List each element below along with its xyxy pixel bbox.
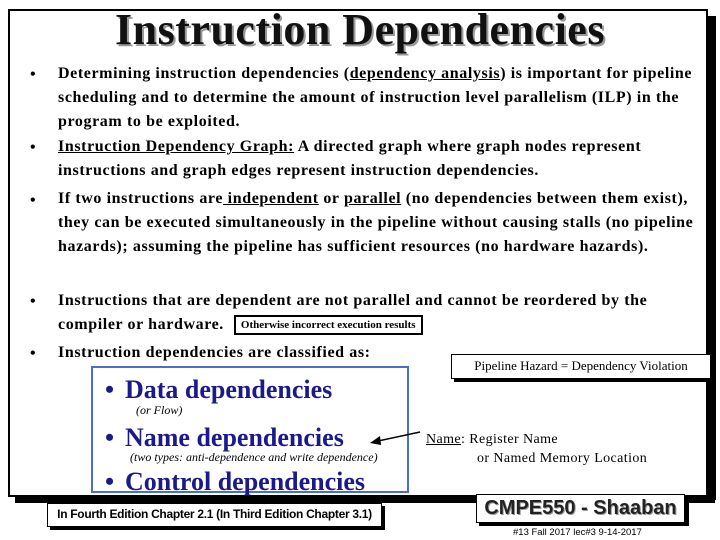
bullet-marker: • [30,66,36,83]
bullet-independent-instructions [58,187,698,259]
footer-text: #13 Fall 2017 lec#3 9-14-2017 [513,527,642,538]
hazard-box: Pipeline Hazard = Dependency Violation [451,354,711,379]
bullet-text: or [318,190,344,207]
name-dependencies-note: (two types: anti-dependence and write dependence) [130,450,378,464]
bullet-marker: • [30,293,36,310]
course-box-shadow [479,523,689,526]
bullet-dependent-instructions [58,289,698,337]
bullet-text: A directed graph where graph nodes represent instructions and graph edges represent instruction dependencies. [58,138,642,179]
hazard-box-shadow [454,379,714,382]
data-dependencies-note: (or Flow) [136,403,183,417]
bullet-marker: • [105,423,115,452]
bullet-dependency-graph [58,135,698,183]
control-dependencies [105,467,365,497]
arrow-icon [368,428,424,448]
name-note-line2: or Named Memory Location [477,451,648,466]
name-note-line1 [426,430,647,449]
edition-note: In Fourth Edition Chapter 2.1 (In Third Edition Chapter 3.1) [47,503,382,527]
dependency-label: Control dependencies [125,467,366,496]
bullet-text: Instructions that are dependent are not parallel and cannot be reordered by the compiler or hardware. [58,292,648,333]
name-note [426,430,647,468]
term-independent: independent [223,190,319,207]
dependency-label: Name dependencies [125,423,344,452]
dependency-label: Data dependencies [125,375,333,404]
bullet-marker: • [105,467,115,496]
bullet-marker: • [30,139,36,156]
bullet-marker: • [30,192,36,209]
term-dependency-graph: Instruction Dependency Graph: [58,138,295,155]
term-parallel: parallel [343,190,402,207]
bullet-text: ) is important for pipeline scheduling and to determine the amount of instruction level parallelism (ILP) in the program to be exploited. [58,65,693,130]
term-name: Name [426,432,462,447]
data-dependencies [105,375,332,405]
term-dependency-analysis: dependency analysis [349,65,501,82]
edition-box-shadow [50,527,385,530]
bullet-text: (no dependencies between them exist), they can be executed simultaneously in the pipeline without causing stalls (no pipeline hazards); assuming the pipeline has sufficient resources (no hardware hazards). [58,190,694,255]
name-dependencies [105,423,344,453]
name-note-text: : Register Name [461,432,559,447]
bullet-marker: • [30,345,36,362]
bullet-marker: • [105,375,115,404]
course-box-shadow [685,497,689,526]
incorrect-results-note: Otherwise incorrect execution results [234,315,423,335]
slide-title: Instruction Dependencies [115,5,605,54]
frame-shadow-right [708,16,716,500]
bullet-text: If two instructions are [58,190,224,207]
bullet-dependency-analysis [58,62,698,134]
bullet-classification: Instruction dependencies are classified as: [58,344,371,361]
course-label: CMPE550 - Shaaban [476,494,685,523]
bullet-text: Determining instruction dependencies ( [58,65,350,82]
